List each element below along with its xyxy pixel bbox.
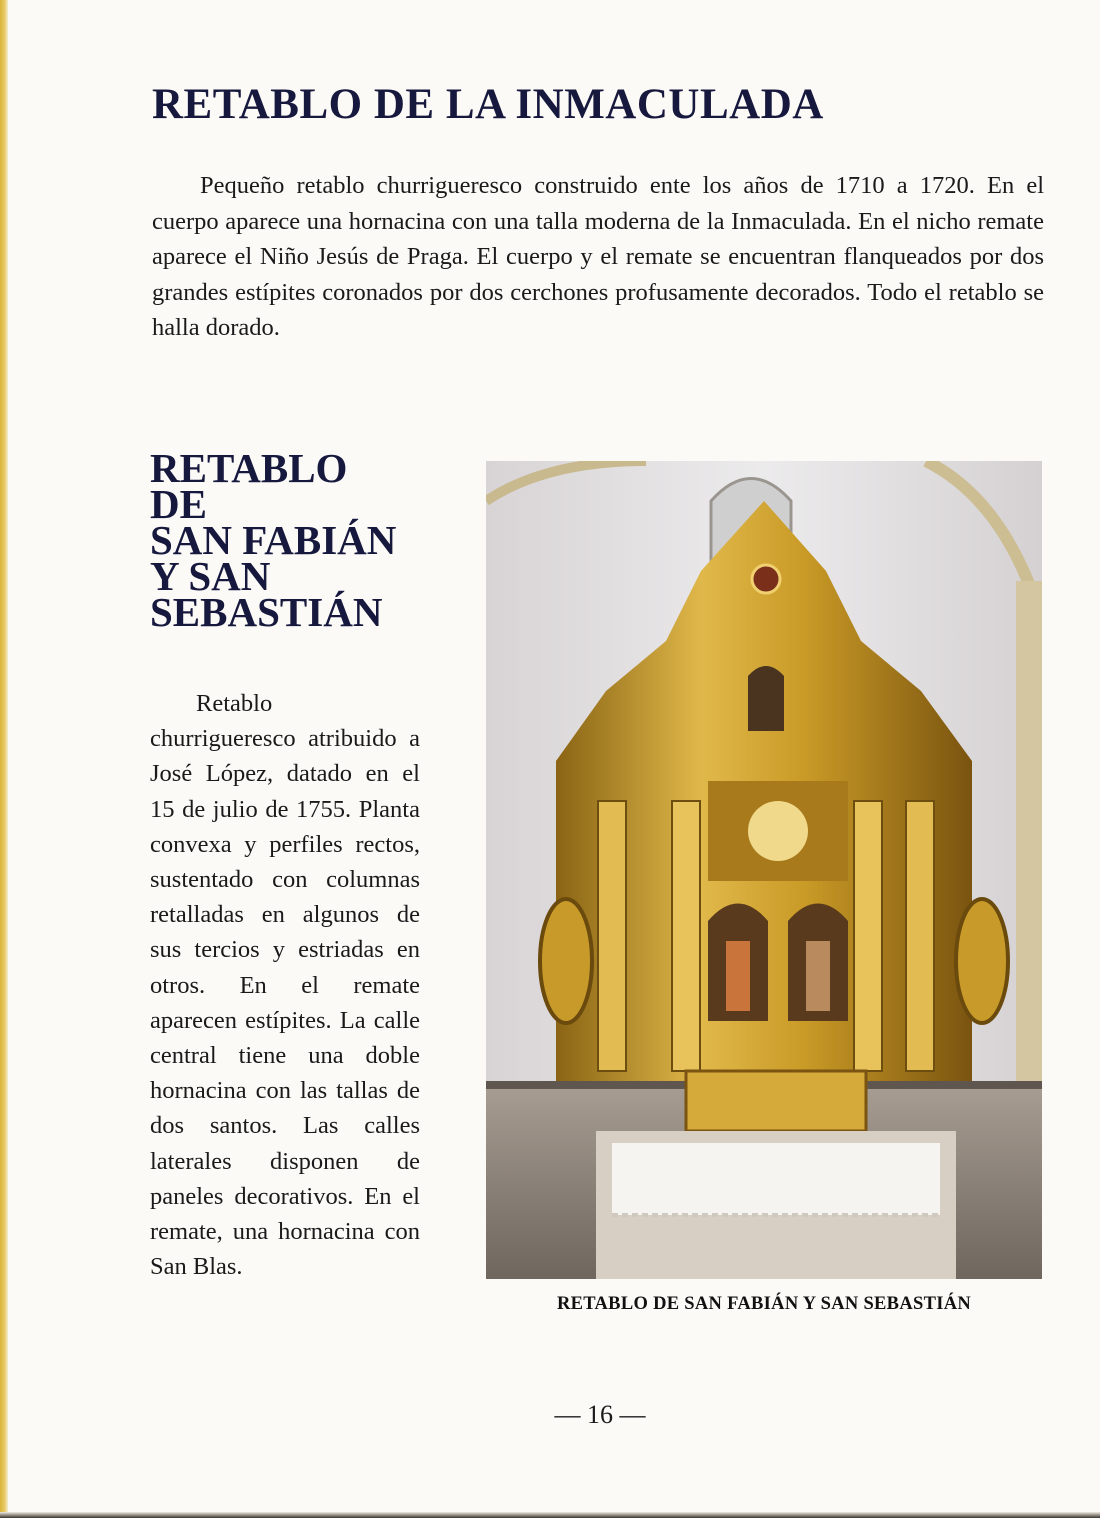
paragraph-inmaculada: Pequeño retablo churrigueresco construido ente los años de 1710 a 1720. En el cuerpo aparece una hornacina con una talla moderna de la Inmaculada. En el nicho remate aparece el Niño Jesús de Praga. El cuerpo y el remate se encuentran flanqueados por dos grandes estípites coronados por dos cerchones profusamente decorados. Todo el retablo se halla dorado. bbox=[152, 172, 1044, 341]
retablo-illustration bbox=[486, 461, 1042, 1279]
photo-caption: RETABLO DE SAN FABIÁN Y SAN SEBASTIÁN bbox=[556, 1294, 972, 1314]
section-title-san-fabian bbox=[150, 445, 450, 635]
title-line: SAN FABIÁN bbox=[150, 517, 397, 563]
retablo-photo bbox=[486, 461, 1042, 1279]
page-gold-edge bbox=[0, 0, 8, 1518]
title-line: SEBASTIÁN bbox=[150, 589, 383, 635]
title-line: DE bbox=[150, 481, 207, 527]
title-line: RETABLO bbox=[150, 445, 348, 491]
title-line: Y SAN bbox=[150, 553, 271, 599]
page-number: — 16 — bbox=[554, 1400, 646, 1429]
paragraph-san-fabian: Retablo churrigueresco atribuido a José López, datado en el 15 de julio de 1755. Planta convexa y perfiles rectos, sustentado con columnas retalladas en algunos de sus tercios y estriadas en otros. En el remate aparecen estípites. La calle central tiene una doble hornacina con las tallas de dos santos. Las calles laterales disponen de paneles decorativos. En el remate, una hornacina con San Blas. bbox=[150, 690, 420, 1281]
section-title-inmaculada: RETABLO DE LA INMACULADA bbox=[152, 81, 824, 128]
page-bottom-edge bbox=[0, 1512, 1100, 1518]
